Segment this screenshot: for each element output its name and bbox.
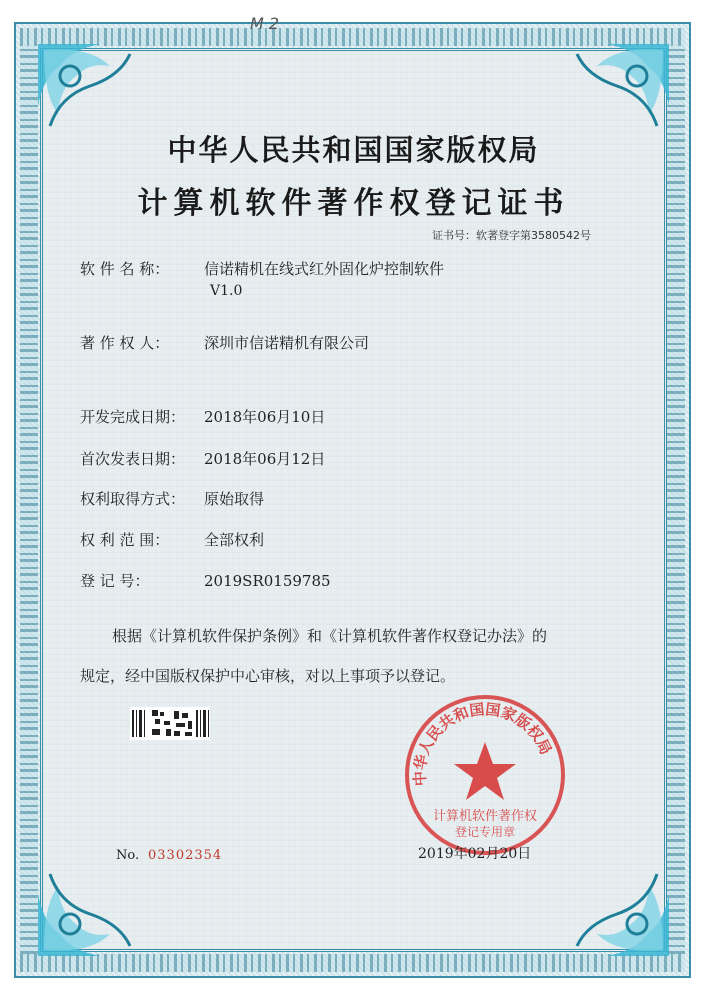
issue-date: 2019年02月20日	[418, 846, 532, 862]
field-software-name	[80, 258, 444, 279]
field-label: 首次发表日期：	[80, 450, 186, 468]
seal-ring-text: 中华人民共和国国家版权局	[410, 700, 556, 787]
field-value: 2018年06月10日	[204, 408, 326, 426]
field-label: 软 件 名 称：	[80, 260, 170, 278]
seal-line-1: 计算机软件著作权	[432, 809, 538, 824]
field-value: 深圳市信诺精机有限公司	[204, 334, 370, 352]
software-version: V1.0	[210, 283, 243, 299]
statement-line-1: 根据《计算机软件保护条例》和《计算机软件著作权登记办法》的	[112, 627, 548, 645]
field-copyright-owner	[80, 332, 369, 353]
field-value: 原始取得	[204, 490, 265, 508]
field-value: 全部权利	[204, 531, 265, 549]
field-label: 权利取得方式：	[80, 490, 186, 508]
statement-line-2: 规定，经中国版权保护中心审核，对以上事项予以登记。	[80, 667, 456, 685]
field-label: 权 利 范 围：	[80, 531, 170, 549]
barcode-icon	[130, 707, 210, 740]
field-acquisition-method	[80, 488, 264, 509]
issuer-name: 中华人民共和国国家版权局	[167, 133, 540, 167]
field-rights-scope	[80, 529, 264, 550]
field-registration-number	[80, 570, 331, 591]
handwritten-mark: M 2	[250, 14, 280, 33]
seal-line-2: 登记专用章	[454, 825, 516, 839]
field-value: 2018年06月12日	[204, 450, 326, 468]
serial-number: 03302354	[148, 848, 223, 863]
corner-ornament-icon	[567, 854, 677, 964]
field-value: 2019SR0159785	[204, 572, 331, 590]
field-value: 信诺精机在线式红外固化炉控制软件	[204, 260, 445, 278]
certificate-number: 证书号：软著登字第3580542号	[432, 229, 591, 242]
serial-label: No.	[116, 848, 140, 863]
field-label: 登 记 号：	[80, 572, 150, 590]
field-publication-date	[80, 448, 325, 469]
certificate-title: 计算机软件著作权登记证书	[137, 186, 570, 221]
corner-ornament-icon	[30, 854, 140, 964]
field-label: 开发完成日期：	[80, 408, 186, 426]
field-label: 著 作 权 人：	[80, 334, 170, 352]
field-completion-date	[80, 406, 325, 427]
official-red-seal-icon	[400, 690, 570, 860]
